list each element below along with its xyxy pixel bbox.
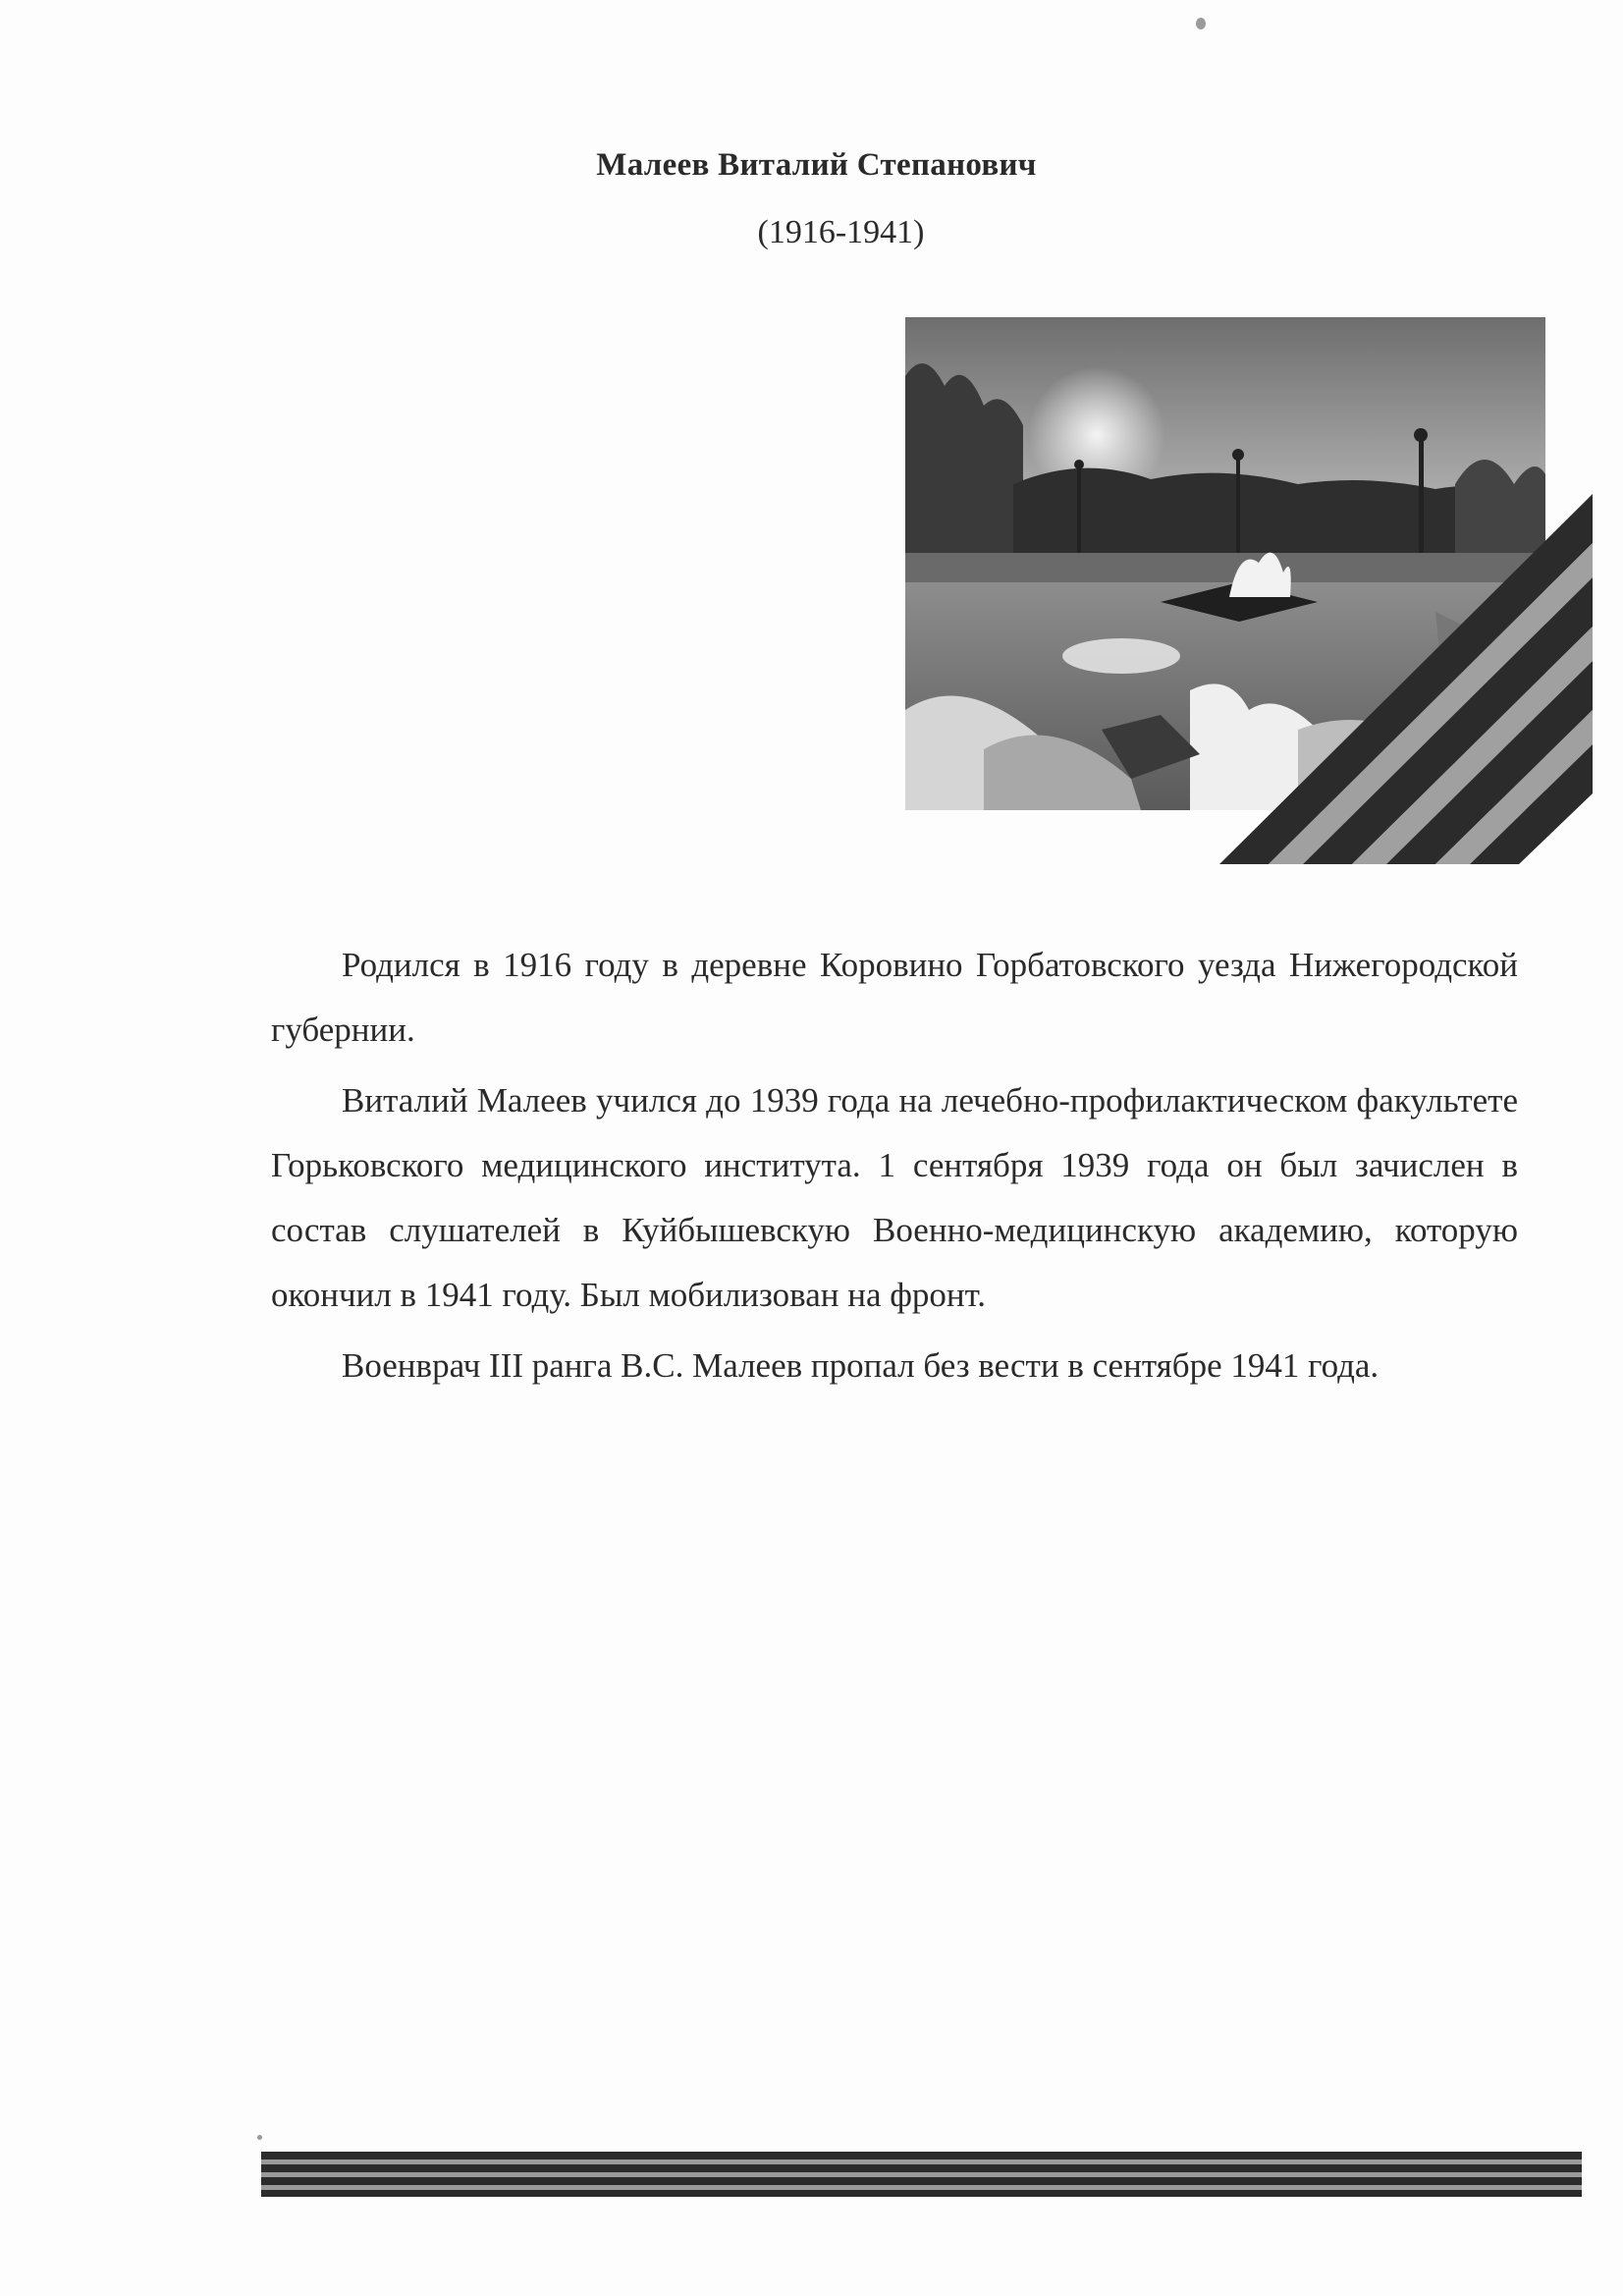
paragraph-missing: Военврач III ранга В.С. Малеев пропал без вести в сентябре 1941 года. (342, 1346, 1380, 1385)
life-years: (1916-1941) (757, 214, 925, 250)
scan-speck (257, 2135, 262, 2140)
scan-speck (1196, 18, 1206, 29)
biography-text (271, 933, 1518, 1398)
memorial-photo (905, 317, 1593, 864)
page-title: Малеев Виталий Степанович (596, 147, 1037, 183)
paragraph-birth: Родился в 1916 году в деревне Коровино Горбатовского уезда Нижегородской губернии. (271, 946, 1518, 1049)
footer-ribbon (261, 2152, 1582, 2197)
eternal-flame-memorial-photo-icon (905, 317, 1593, 864)
st-george-ribbon-horizontal-icon (261, 2152, 1582, 2197)
paragraph-education: Виталий Малеев учился до 1939 года на лечебно-профилактическом факультете Горьковского медицинского института. 1 сентября 1939 года он был зачислен в состав слушателей в Куйбышевскую Военно-медицинскую академию, которую окончил в 1941 году. Был мобилизован на фронт. (271, 1081, 1518, 1314)
